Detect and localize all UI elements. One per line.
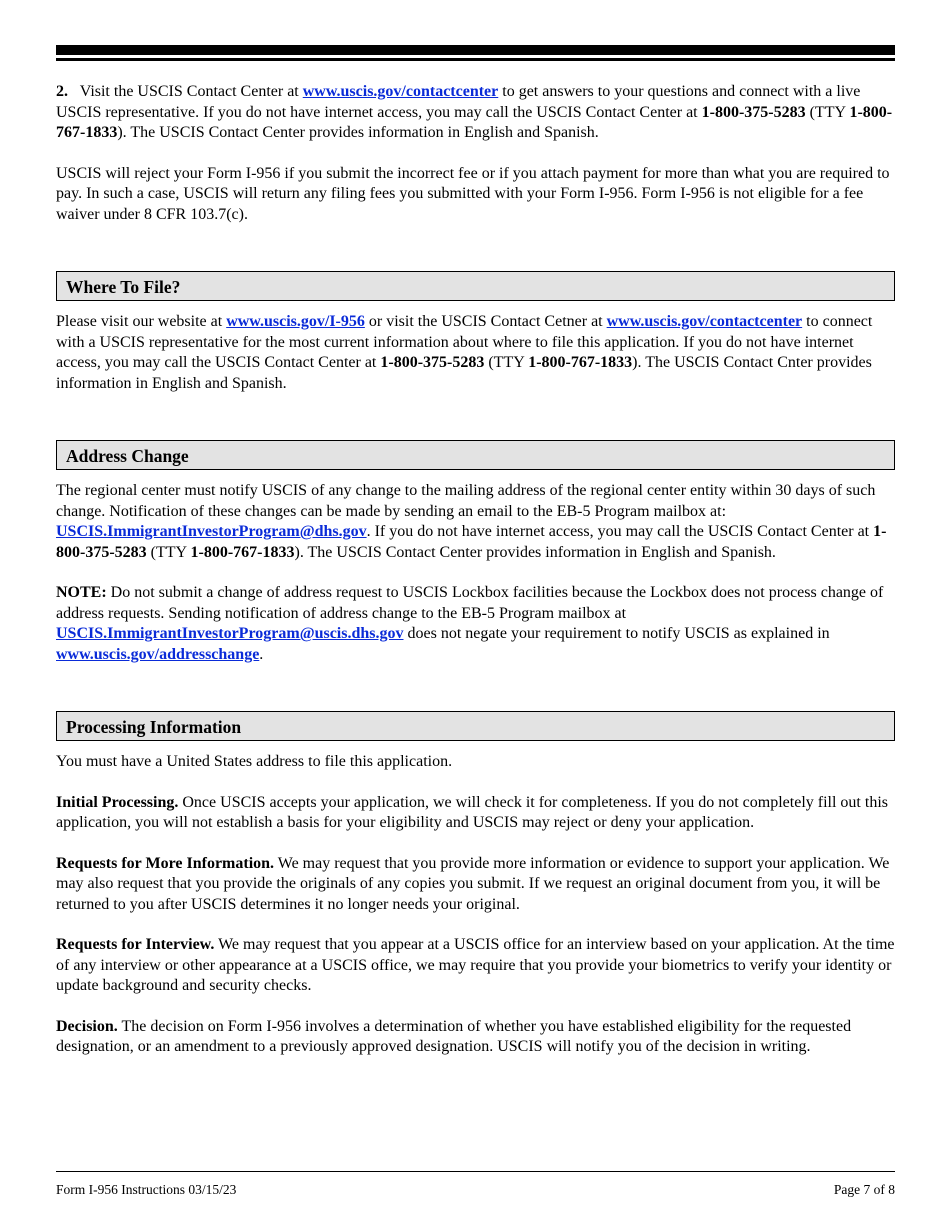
text: ). The USCIS Contact Cnter provides information in English and Spanish. [56,354,872,392]
text: . [259,645,264,663]
text: (TTY [146,543,191,561]
paragraph-note [56,583,895,665]
note-label: NOTE: [56,584,107,601]
text: ). The USCIS Contact Center provides information in English and Spanish. [117,124,599,141]
paragraph-fee-rejection: USCIS will reject your Form I-956 if you submit the incorrect fee or if you attach payment for more than what you are required to pay. In such a case, USCIS will return any filing fees you submitted with your Form I-956. Form I-956 is not eligible for a fee waiver under 8 CFR 103.7(c). [56,164,890,223]
link-addresschange[interactable]: www.uscis.gov/addresschange [56,645,260,663]
footer-form-id: Form I-956 Instructions 03/15/23 [56,1182,237,1197]
label-requests-interview: Requests for Interview. [56,936,215,953]
paragraph-requests-info [56,854,895,916]
text: (TTY [484,354,529,371]
link-contactcenter[interactable]: www.uscis.gov/contactcenter [302,83,499,100]
text: Visit the USCIS Contact Center at [79,83,303,100]
header-rule-thick [56,45,895,55]
paragraph-where-to-file [56,312,895,394]
paragraph-us-address: You must have a United States address to file this application. [56,753,453,770]
text: Once USCIS accepts your application, we will check it for completeness. If you do not completely fill out this application, you will not establish a basis for your eligibility and USCIS may reject or deny your application. [56,793,888,831]
text: ). The USCIS Contact Center provides information in English and Spanish. [294,543,776,561]
text: We may request that you appear at a USCIS office for an interview based on your application. At the time of any interview or other appearance at a USCIS office, we may require that you provide your biometrics to verify your identity or update background and security checks. [56,936,895,994]
text: Do not submit a change of address request to USCIS Lockbox facilities because the Lockbox does not process change of address requests. Sending notification of address change to the EB-5 Program mailbox at [56,584,884,622]
tty-number: 1-800-767-1833 [528,354,633,371]
link-contactcenter[interactable]: www.uscis.gov/contactcenter [606,313,803,330]
section-heading-address-change: Address Change [56,440,895,470]
link-i956[interactable]: www.uscis.gov/I-956 [226,313,365,330]
label-initial-processing: Initial Processing. [56,793,179,811]
section-heading-processing-information: Processing Information [56,711,895,741]
footer-page-number: Page 7 of 8 [833,1182,895,1197]
paragraph-initial-processing [56,793,895,834]
email-link-dhs[interactable]: USCIS.ImmigrantInvestorProgram@dhs.gov [56,523,367,540]
paragraph-decision [56,1017,895,1058]
text: . If you do not have internet access, you may call the USCIS Contact Center at [366,523,874,540]
text: Please visit our website at [56,313,227,330]
text: The regional center must notify USCIS of any change to the mailing address of the regional center entity within 30 days of such change. Notification of these changes can be made by sending an email to the EB-5 Program mailbox at: [56,482,876,520]
email-link-uscis-dhs[interactable]: USCIS.ImmigrantInvestorProgram@uscis.dhs.gov [56,625,404,642]
text: to connect with a USCIS representative for the most current information about where to file this application. If you do not have internet access, you may call the USCIS Contact Center at [56,313,873,371]
text: The decision on Form I-956 involves a determination of whether you have established eligibility for the requested designation, or an amendment to a previously approved designation. USCIS will notify you of the decision in writing. [56,1017,852,1055]
item-number: 2. [56,83,68,100]
text: (TTY [805,103,850,121]
label-requests-info: Requests for More Information. [56,854,275,872]
text: does not negate your requirement to notify USCIS as explained in [403,625,830,642]
paragraph-requests-interview [56,935,895,997]
page-content [56,82,895,1058]
paragraph-contact-center [56,82,895,144]
phone-number: 1-800-375-5283 [701,103,806,121]
text: We may request that you provide more information or evidence to support your application. We may also request that you provide the originals of any copies you submit. If we request an original document from you, it will be returned to you after USCIS determines it no longer needs your original. [56,854,890,913]
phone-number: 1-800-375-5283 [380,354,485,371]
footer-rule [56,1171,895,1172]
text: to get answers to your questions and connect with a live USCIS representative. If you do not have internet access, you may call the USCIS Contact Center at [56,83,861,121]
text: or visit the USCIS Contact Cetner at [364,313,607,330]
label-decision: Decision. [56,1017,118,1035]
paragraph-address-change [56,481,895,563]
header-rule-thin [56,58,895,61]
phone-number: 1-800-375-5283 [56,523,887,561]
tty-number: 1-800-767-1833 [190,543,295,561]
tty-number: 1-800-767-1833 [56,103,893,141]
section-heading-where-to-file: Where To File? [56,271,895,301]
